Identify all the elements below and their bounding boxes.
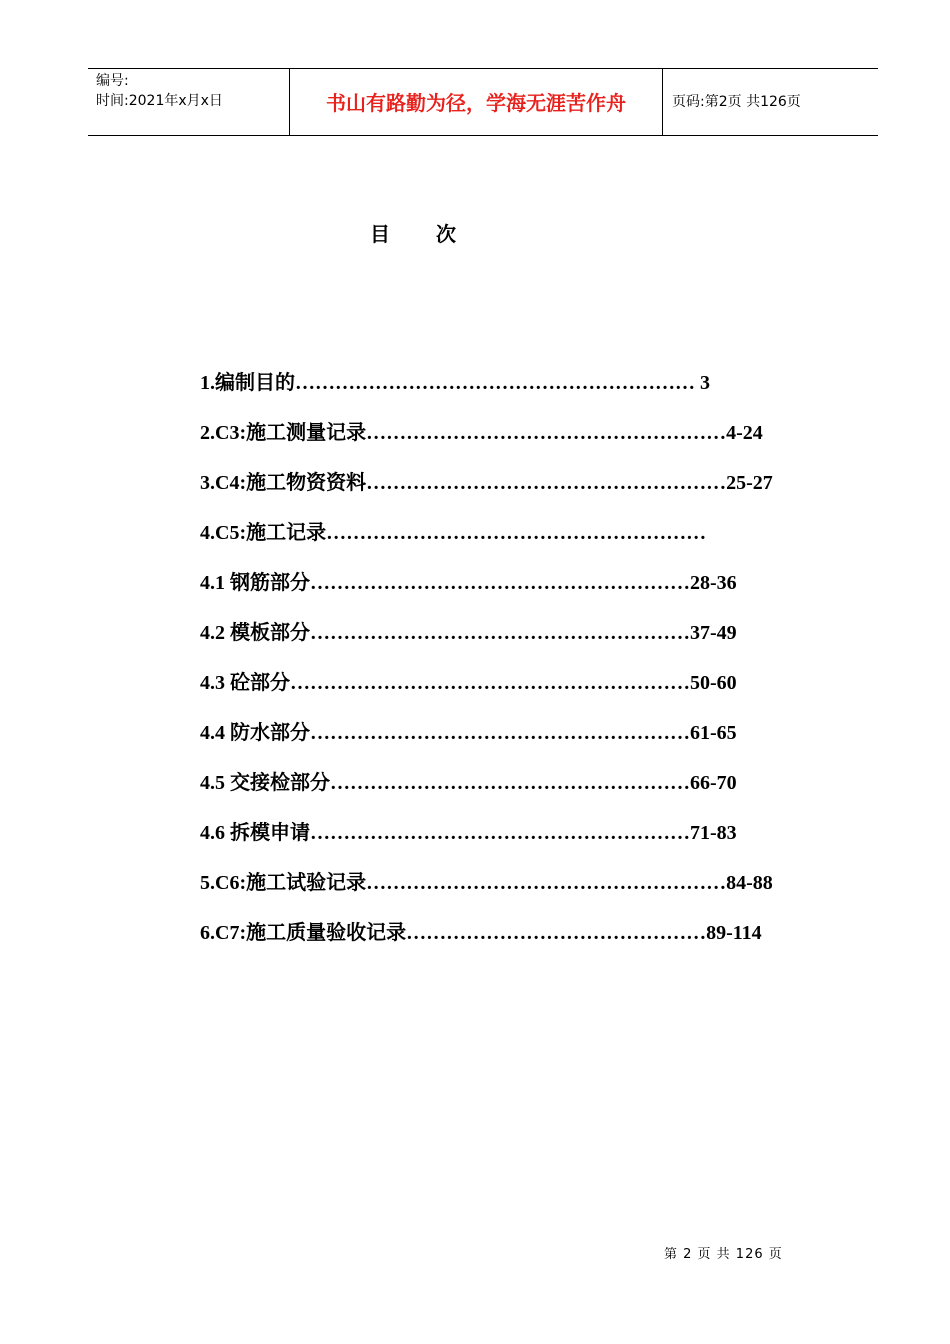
- toc-item-label: 4.2 模板部分: [200, 622, 310, 644]
- toc-item-leader: ……………………………………………………: [290, 672, 690, 694]
- toc-item-leader: ………………………………………………: [366, 422, 727, 444]
- toc-item-page: 4-24: [726, 422, 763, 444]
- toc-list: [200, 368, 820, 968]
- toc-item-leader: …………………………………………………: [310, 722, 690, 744]
- toc-item-page: 25-27: [726, 472, 773, 494]
- toc-item-leader: ……………………………………………………: [295, 372, 695, 394]
- toc-item-label: 3.C4:施工物资资料: [200, 472, 367, 494]
- time-label: 时间:2021年x月x日: [96, 93, 223, 109]
- toc-item-leader: …………………………………………………: [310, 622, 690, 644]
- toc-item[interactable]: [200, 918, 820, 968]
- toc-item-label: 5.C6:施工试验记录: [200, 872, 367, 894]
- toc-item-leader: …………………………………………………: [326, 522, 707, 544]
- toc-item-page: 3: [695, 372, 710, 394]
- toc-item-page: 28-36: [690, 572, 737, 594]
- toc-item-page: 37-49: [690, 622, 737, 644]
- page-header: [88, 68, 878, 136]
- toc-item[interactable]: [200, 568, 820, 618]
- toc-item-page: 89-114: [706, 922, 762, 944]
- toc-item[interactable]: [200, 718, 820, 768]
- toc-title: 目次: [370, 222, 502, 246]
- toc-item[interactable]: [200, 768, 820, 818]
- toc-item-leader: …………………………………………………: [310, 572, 690, 594]
- toc-item-label: 4.1 钢筋部分: [200, 572, 310, 594]
- header-meta: [96, 71, 223, 111]
- toc-item-label: 4.3 砼部分: [200, 672, 290, 694]
- toc-item[interactable]: [200, 668, 820, 718]
- header-divider: [662, 69, 663, 135]
- toc-item-leader: ………………………………………………: [330, 772, 690, 794]
- toc-item-leader: ………………………………………………: [366, 872, 727, 894]
- toc-item[interactable]: [200, 518, 820, 568]
- toc-item-leader: …………………………………………………: [310, 822, 690, 844]
- toc-item-page: 50-60: [690, 672, 737, 694]
- toc-item-label: 2.C3:施工测量记录: [200, 422, 367, 444]
- toc-item[interactable]: [200, 418, 820, 468]
- toc-item-label: 4.5 交接检部分: [200, 772, 330, 794]
- toc-item-label: 4.4 防水部分: [200, 722, 310, 744]
- toc-item-leader: ………………………………………………: [366, 472, 727, 494]
- toc-item-page: 84-88: [726, 872, 773, 894]
- header-motto: 书山有路勤为径，学海无涯苦作舟: [326, 91, 626, 115]
- toc-item[interactable]: [200, 868, 820, 918]
- toc-item-page: 66-70: [690, 772, 737, 794]
- toc-item-label: 4.C5:施工记录: [200, 522, 327, 544]
- toc-item-label: 6.C7:施工质量验收记录: [200, 922, 407, 944]
- header-page-info: 页码:第2页 共126页: [672, 94, 801, 110]
- footer-page-info: 第 2 页 共 126 页: [664, 1247, 783, 1262]
- toc-item[interactable]: [200, 368, 820, 418]
- toc-item[interactable]: [200, 818, 820, 868]
- toc-item-leader: ………………………………………: [406, 922, 707, 944]
- toc-item[interactable]: [200, 618, 820, 668]
- toc-item-label: 1.编制目的: [200, 372, 295, 394]
- serial-label: 编号:: [96, 73, 129, 89]
- toc-item-page: 71-83: [690, 822, 737, 844]
- toc-item-label: 4.6 拆模申请: [200, 822, 310, 844]
- toc-item-page: 61-65: [690, 722, 737, 744]
- toc-item[interactable]: [200, 468, 820, 518]
